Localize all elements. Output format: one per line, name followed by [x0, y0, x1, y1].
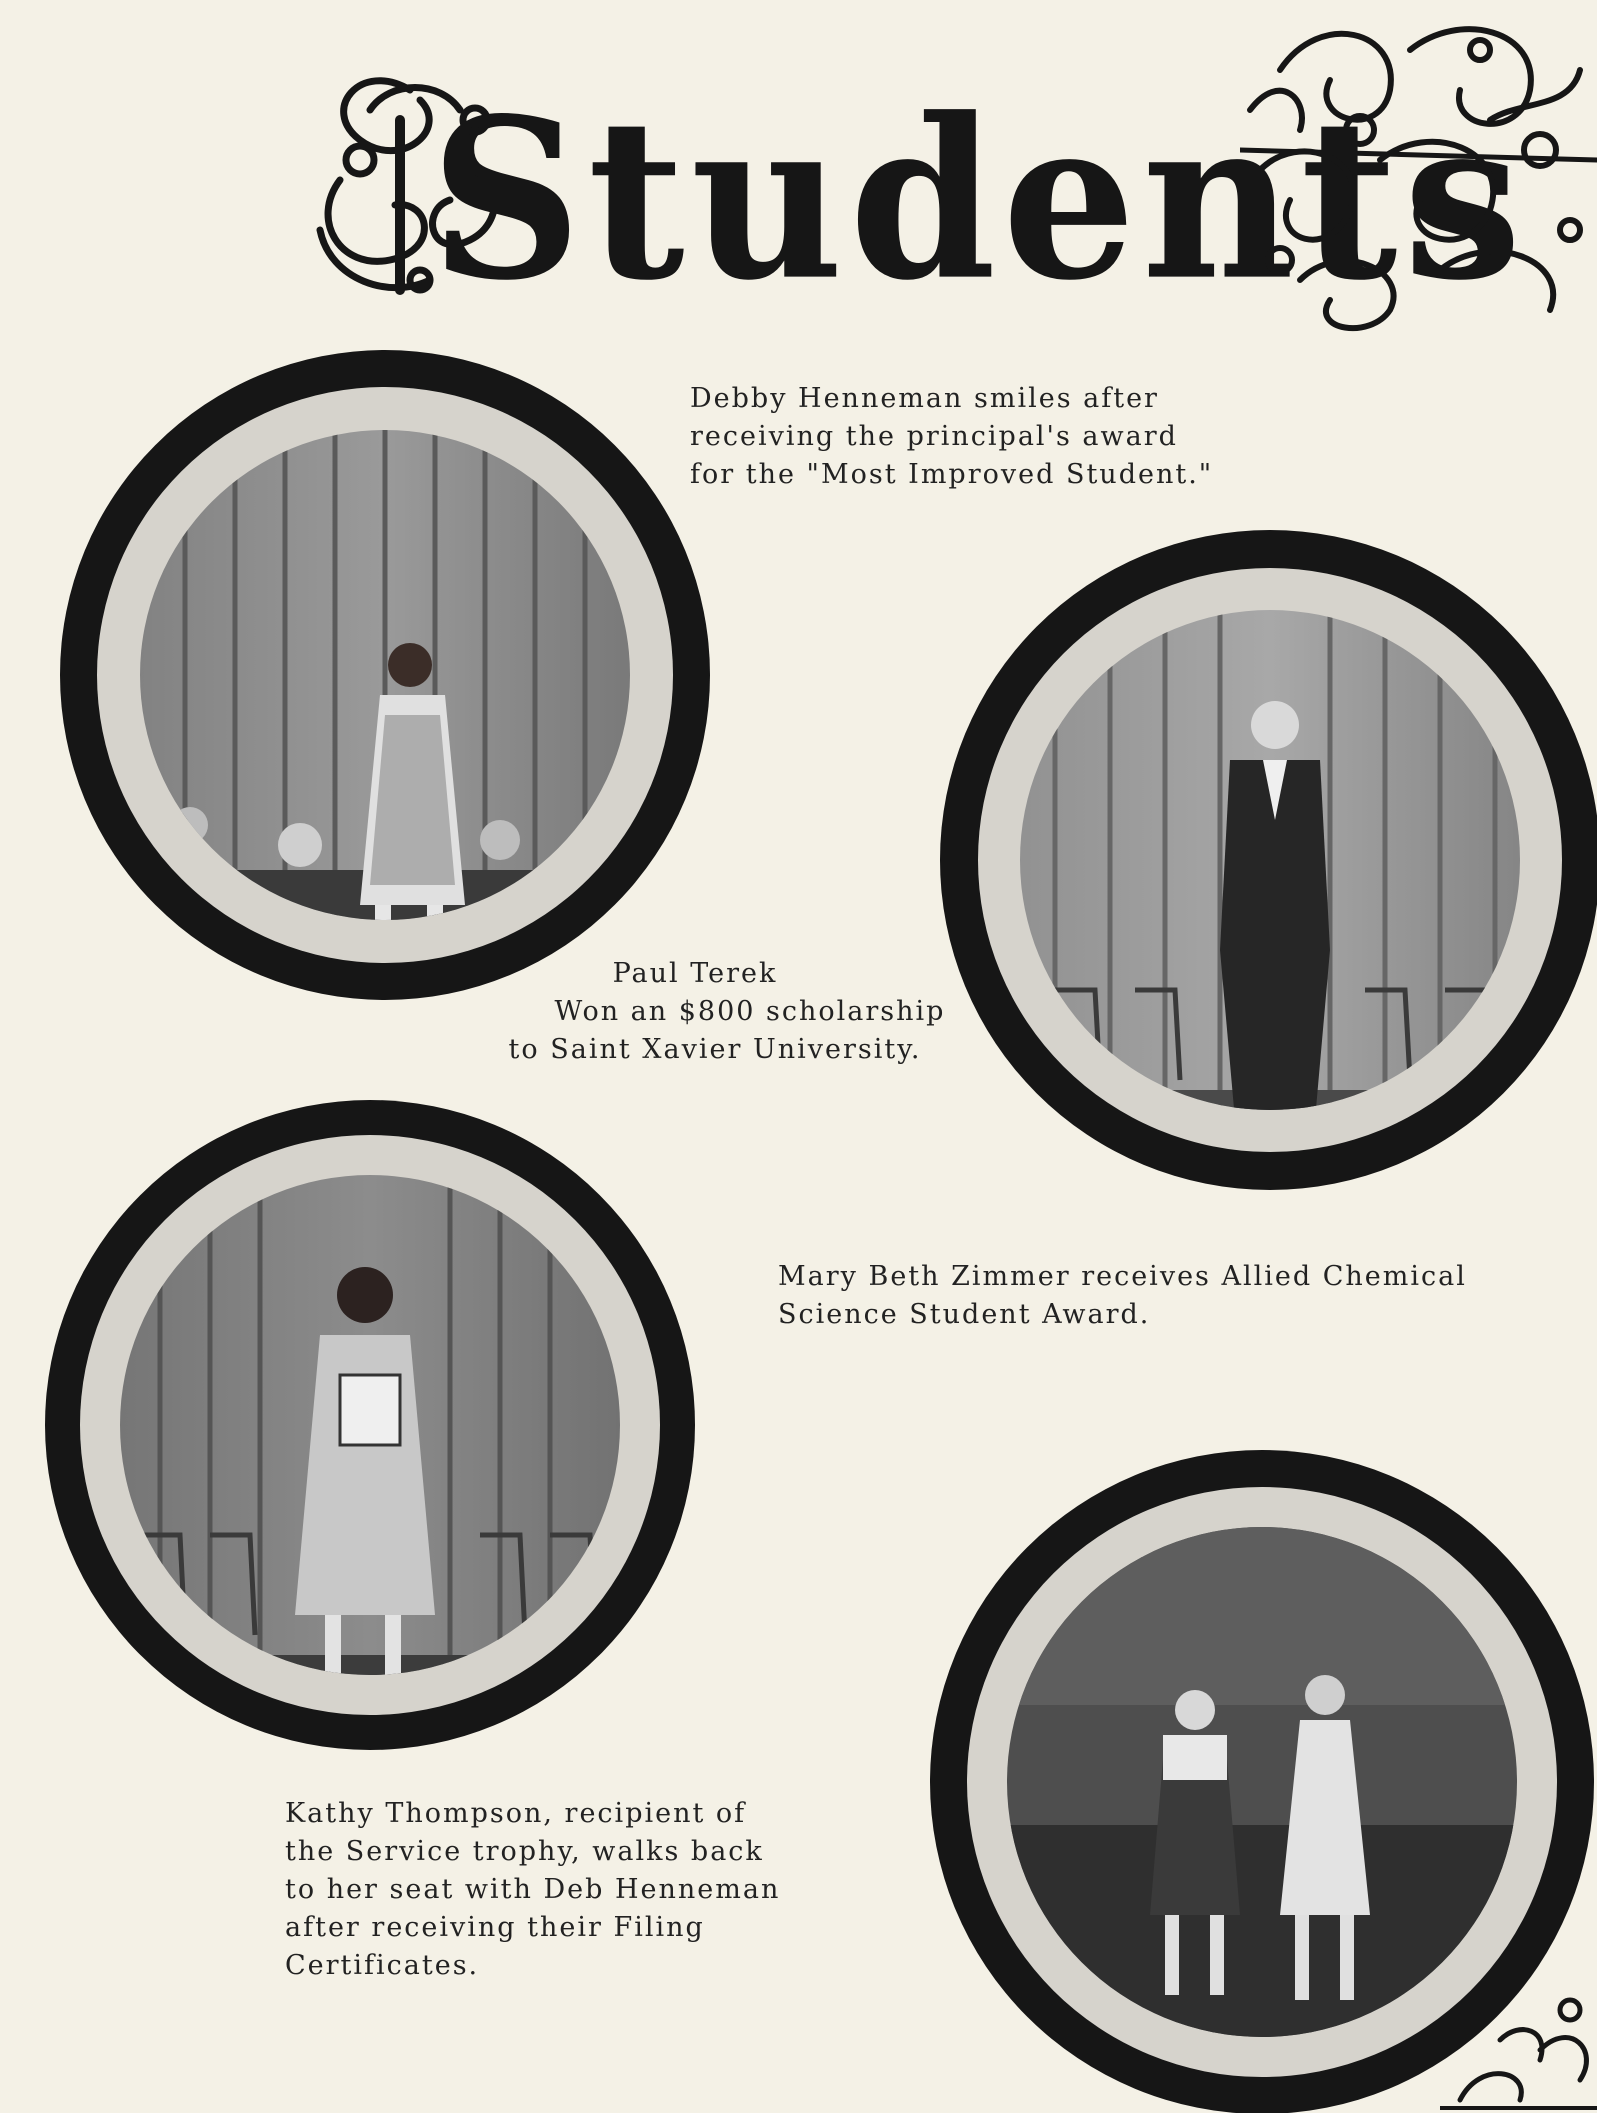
caption-line: Debby Henneman smiles after: [690, 383, 1159, 414]
caption-debby-henneman: [690, 380, 1213, 494]
swirl-ornament-icon: [1240, 10, 1597, 340]
photo-debby-henneman: [55, 345, 715, 1005]
caption-line: after receiving their Filing: [285, 1912, 705, 1943]
photo-kathy-thompson: [925, 1445, 1597, 2113]
caption-line: Science Student Award.: [778, 1299, 1151, 1330]
caption-line: the Service trophy, walks back: [285, 1836, 764, 1867]
caption-mary-beth-zimmer: [778, 1258, 1467, 1334]
caption-line: Kathy Thompson, recipient of: [285, 1798, 747, 1829]
caption-line: to her seat with Deb Henneman: [285, 1874, 781, 1905]
caption-line: Paul Terek: [612, 958, 778, 989]
caption-line: for the "Most Improved Student.": [690, 459, 1214, 490]
photo-paul-terek: [935, 520, 1597, 1200]
photo-mary-beth-zimmer: [40, 1095, 700, 1755]
caption-line: Won an $800 scholarship: [554, 996, 946, 1027]
caption-kathy-thompson: [285, 1795, 780, 1985]
caption-line: to Saint Xavier University.: [508, 1034, 922, 1065]
caption-line: Certificates.: [285, 1950, 480, 1981]
swirl-ornament-icon: [300, 50, 520, 310]
page-title: Students: [430, 69, 1528, 330]
caption-line: receiving the principal's award: [690, 421, 1178, 452]
caption-paul-terek: [480, 955, 950, 1069]
caption-line: Mary Beth Zimmer receives Allied Chemical: [778, 1261, 1467, 1292]
